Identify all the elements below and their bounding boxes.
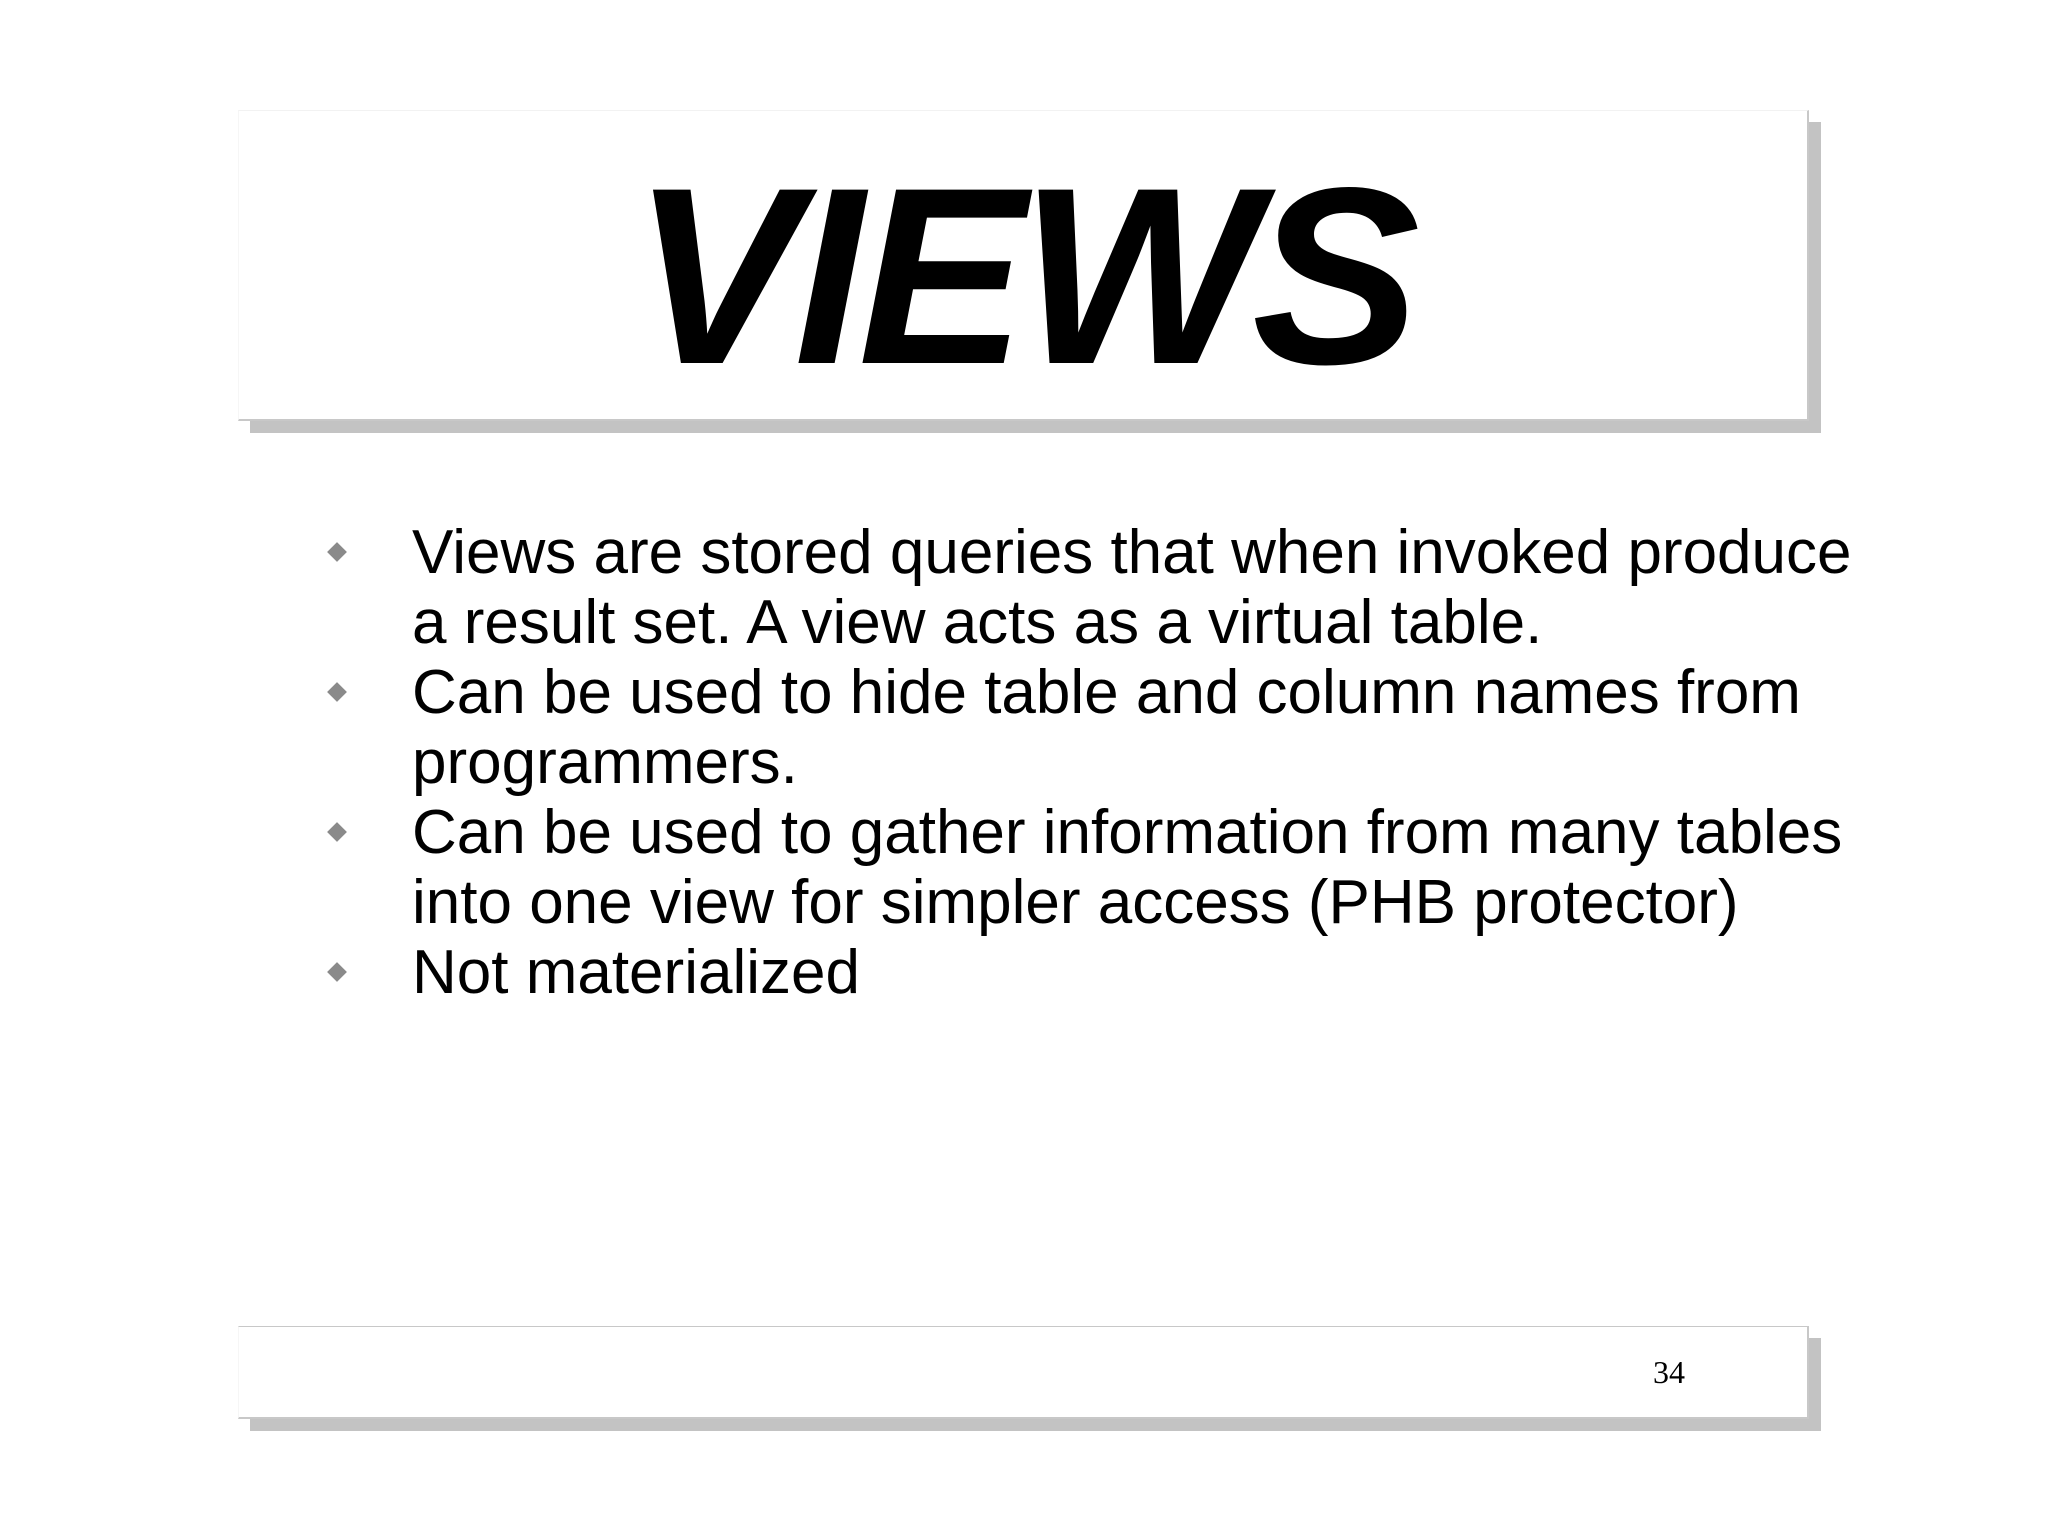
list-item [318,938,1878,1008]
list-item [318,798,1878,938]
bullet-text: Views are stored queries that when invoked produce a result set. A view acts as a virtual table. [412,518,1852,657]
footer-box [238,1326,1809,1419]
slide-title: VIEWS [631,136,1415,417]
bullet-text: Can be used to hide table and column names from programmers. [412,658,1801,797]
diamond-bullet-icon [327,542,347,562]
diamond-bullet-icon [327,682,347,702]
title-box [238,110,1809,421]
list-item [318,658,1878,798]
page-number: 34 [1653,1354,1685,1390]
diamond-bullet-icon [327,822,347,842]
diamond-bullet-icon [327,962,347,982]
list-item [318,518,1878,658]
bullet-text: Not materialized [412,938,860,1007]
bullet-list [318,518,1878,1008]
bullet-text: Can be used to gather information from many tables into one view for simpler access (PHB protector) [412,798,1843,937]
